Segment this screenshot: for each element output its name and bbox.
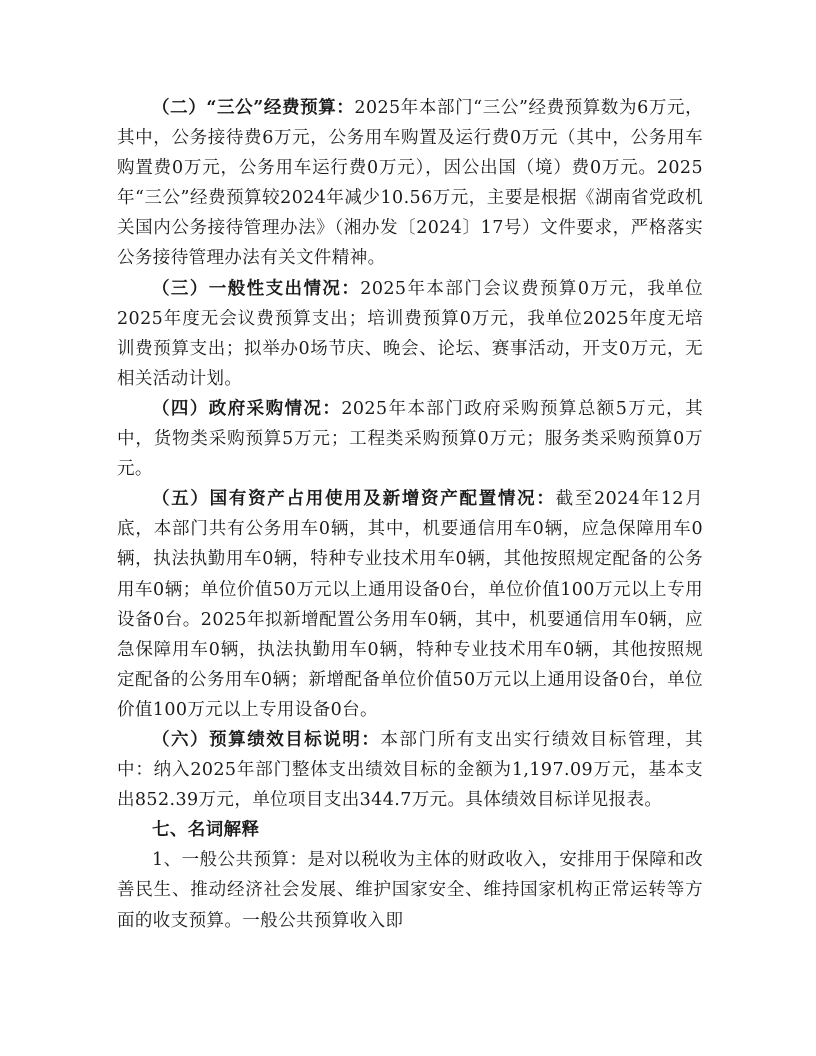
paragraph-lead: （四）政府采购情况：	[152, 398, 342, 419]
paragraph-definition: 1、一般公共预算：是对以税收为主体的财政收入，安排用于保障和改善民生、推动经济社会发展、维护国家安全、维持国家机构正常运转等方面的收支预算。一般公共预算收入即	[117, 850, 703, 931]
paragraph-government-procurement	[117, 394, 703, 484]
document-body	[117, 93, 703, 936]
paragraph-text: 2025年本部门会议费预算0万元，我单位2025年度无会议费预算支出；培训费预算0万元，我单位2025年度无培训费预算支出；拟举办0场节庆、晚会、论坛、赛事活动，开支0万元，无相关活动计划。	[117, 278, 703, 389]
paragraph-text: 截至2024年12月底，本部门共有公务用车0辆，其中，机要通信用车0辆，应急保障用车0辆，执法执勤用车0辆，特种专业技术用车0辆，其他按照规定配备的公务用车0辆；单位价值50万元以上通用设备0台，单位价值100万元以上专用设备0台。2025年拟新增配置公务用车0辆，其中，机要通信用车0辆，应急保障用车0辆，执法执勤用车0辆，特种专业技术用车0辆，其他按照规定配备的公务用车0辆；新增配备单位价值50万元以上通用设备0台，单位价值100万元以上专用设备0台。	[117, 489, 703, 720]
paragraph-text: 2025年本部门政府采购预算总额5万元，其中，货物类采购预算5万元；工程类采购预算0万元；服务类采购预算0万元。	[117, 398, 703, 480]
paragraph-general-expenditure	[117, 274, 703, 394]
paragraph-lead: （五）国有资产占用使用及新增资产配置情况：	[152, 489, 556, 510]
paragraph-text: 2025年本部门“三公”经费预算数为6万元，其中，公务接待费6万元，公务用车购置及运行费0万元（其中，公务用车购置费0万元，公务用车运行费0万元），因公出国（境）费0万元。2025年“三公”经费预算较2024年减少10.56万元，主要是根据《湖南省党政机关国内公务接待管理办法》（湘办发〔2024〕17号）文件要求，严格落实公务接待管理办法有关文件精神。	[117, 98, 703, 269]
paragraph-lead: （二）“三公”经费预算：	[152, 98, 355, 118]
paragraph-text: 本部门所有支出实行绩效目标管理，其中：纳入2025年部门整体支出绩效目标的金额为1,197.09万元，基本支出852.39万元，单位项目支出344.7万元。具体绩效目标详见报表。	[117, 729, 703, 811]
paragraph-three-public-budget	[117, 93, 703, 274]
paragraph-lead: （六）预算绩效目标说明：	[152, 729, 381, 750]
paragraph-lead: （三）一般性支出情况：	[152, 278, 361, 299]
section-heading: 七、名词解释	[152, 820, 260, 841]
paragraph-performance-goals	[117, 725, 703, 815]
paragraph-state-assets	[117, 484, 703, 725]
